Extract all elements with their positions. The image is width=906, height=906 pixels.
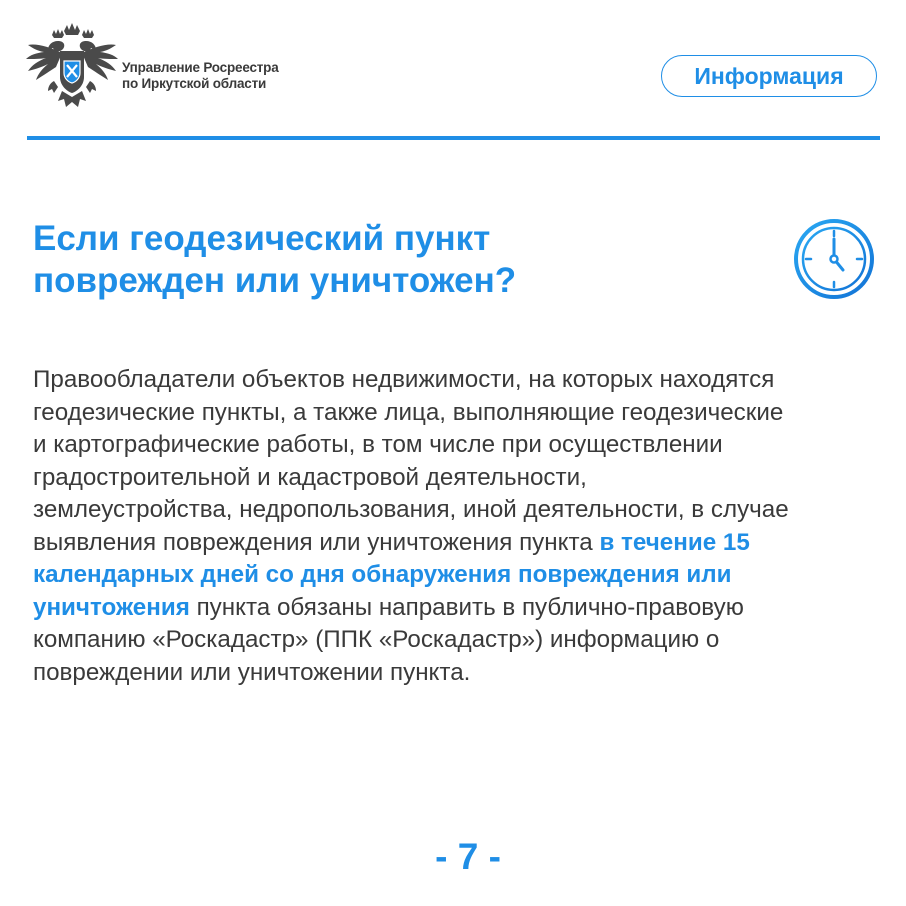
body-line [33, 527, 883, 560]
body-text-plain: пункта обязаны направить в публично-правовую [189, 593, 744, 621]
page-title [33, 218, 673, 302]
body-text-plain: выявления повреждения или уничтожения пункта [33, 528, 600, 556]
org-name [122, 60, 279, 92]
title-line1: Если геодезический пункт [33, 219, 491, 258]
body-highlight: в течение 15 [599, 528, 750, 556]
org-name-line1: Управление Росреестра [122, 60, 279, 75]
body-line: градостроительной и кадастровой деятельности, [33, 463, 587, 491]
body-line: землеустройства, недропользования, иной деятельности, в случае [33, 496, 789, 523]
body-line [33, 592, 883, 625]
body-line: Правообладатели объектов недвижимости, на которых находятся [33, 366, 775, 393]
body-highlight: уничтожения [33, 593, 190, 621]
body-line: повреждении или уничтожении пункта. [33, 658, 471, 686]
org-name-line2: по Иркутской области [122, 76, 267, 91]
info-badge: Информация [661, 55, 877, 97]
body-highlight: календарных дней со дня обнаружения повреждения или [33, 561, 732, 588]
body-line: и картографические работы, в том числе при осуществлении [33, 431, 723, 458]
page-number: - 7 - [435, 836, 501, 877]
title-line2: поврежден или уничтожен? [33, 261, 517, 300]
clock-icon [764, 215, 876, 303]
body-line: геодезические пункты, а также лица, выполняющие геодезические [33, 398, 784, 426]
body-paragraph [33, 364, 883, 689]
header-divider [27, 136, 880, 140]
eagle-emblem-icon [24, 17, 120, 113]
body-line: компанию «Роскадастр» (ППК «Роскадастр») информацию о [33, 626, 720, 653]
